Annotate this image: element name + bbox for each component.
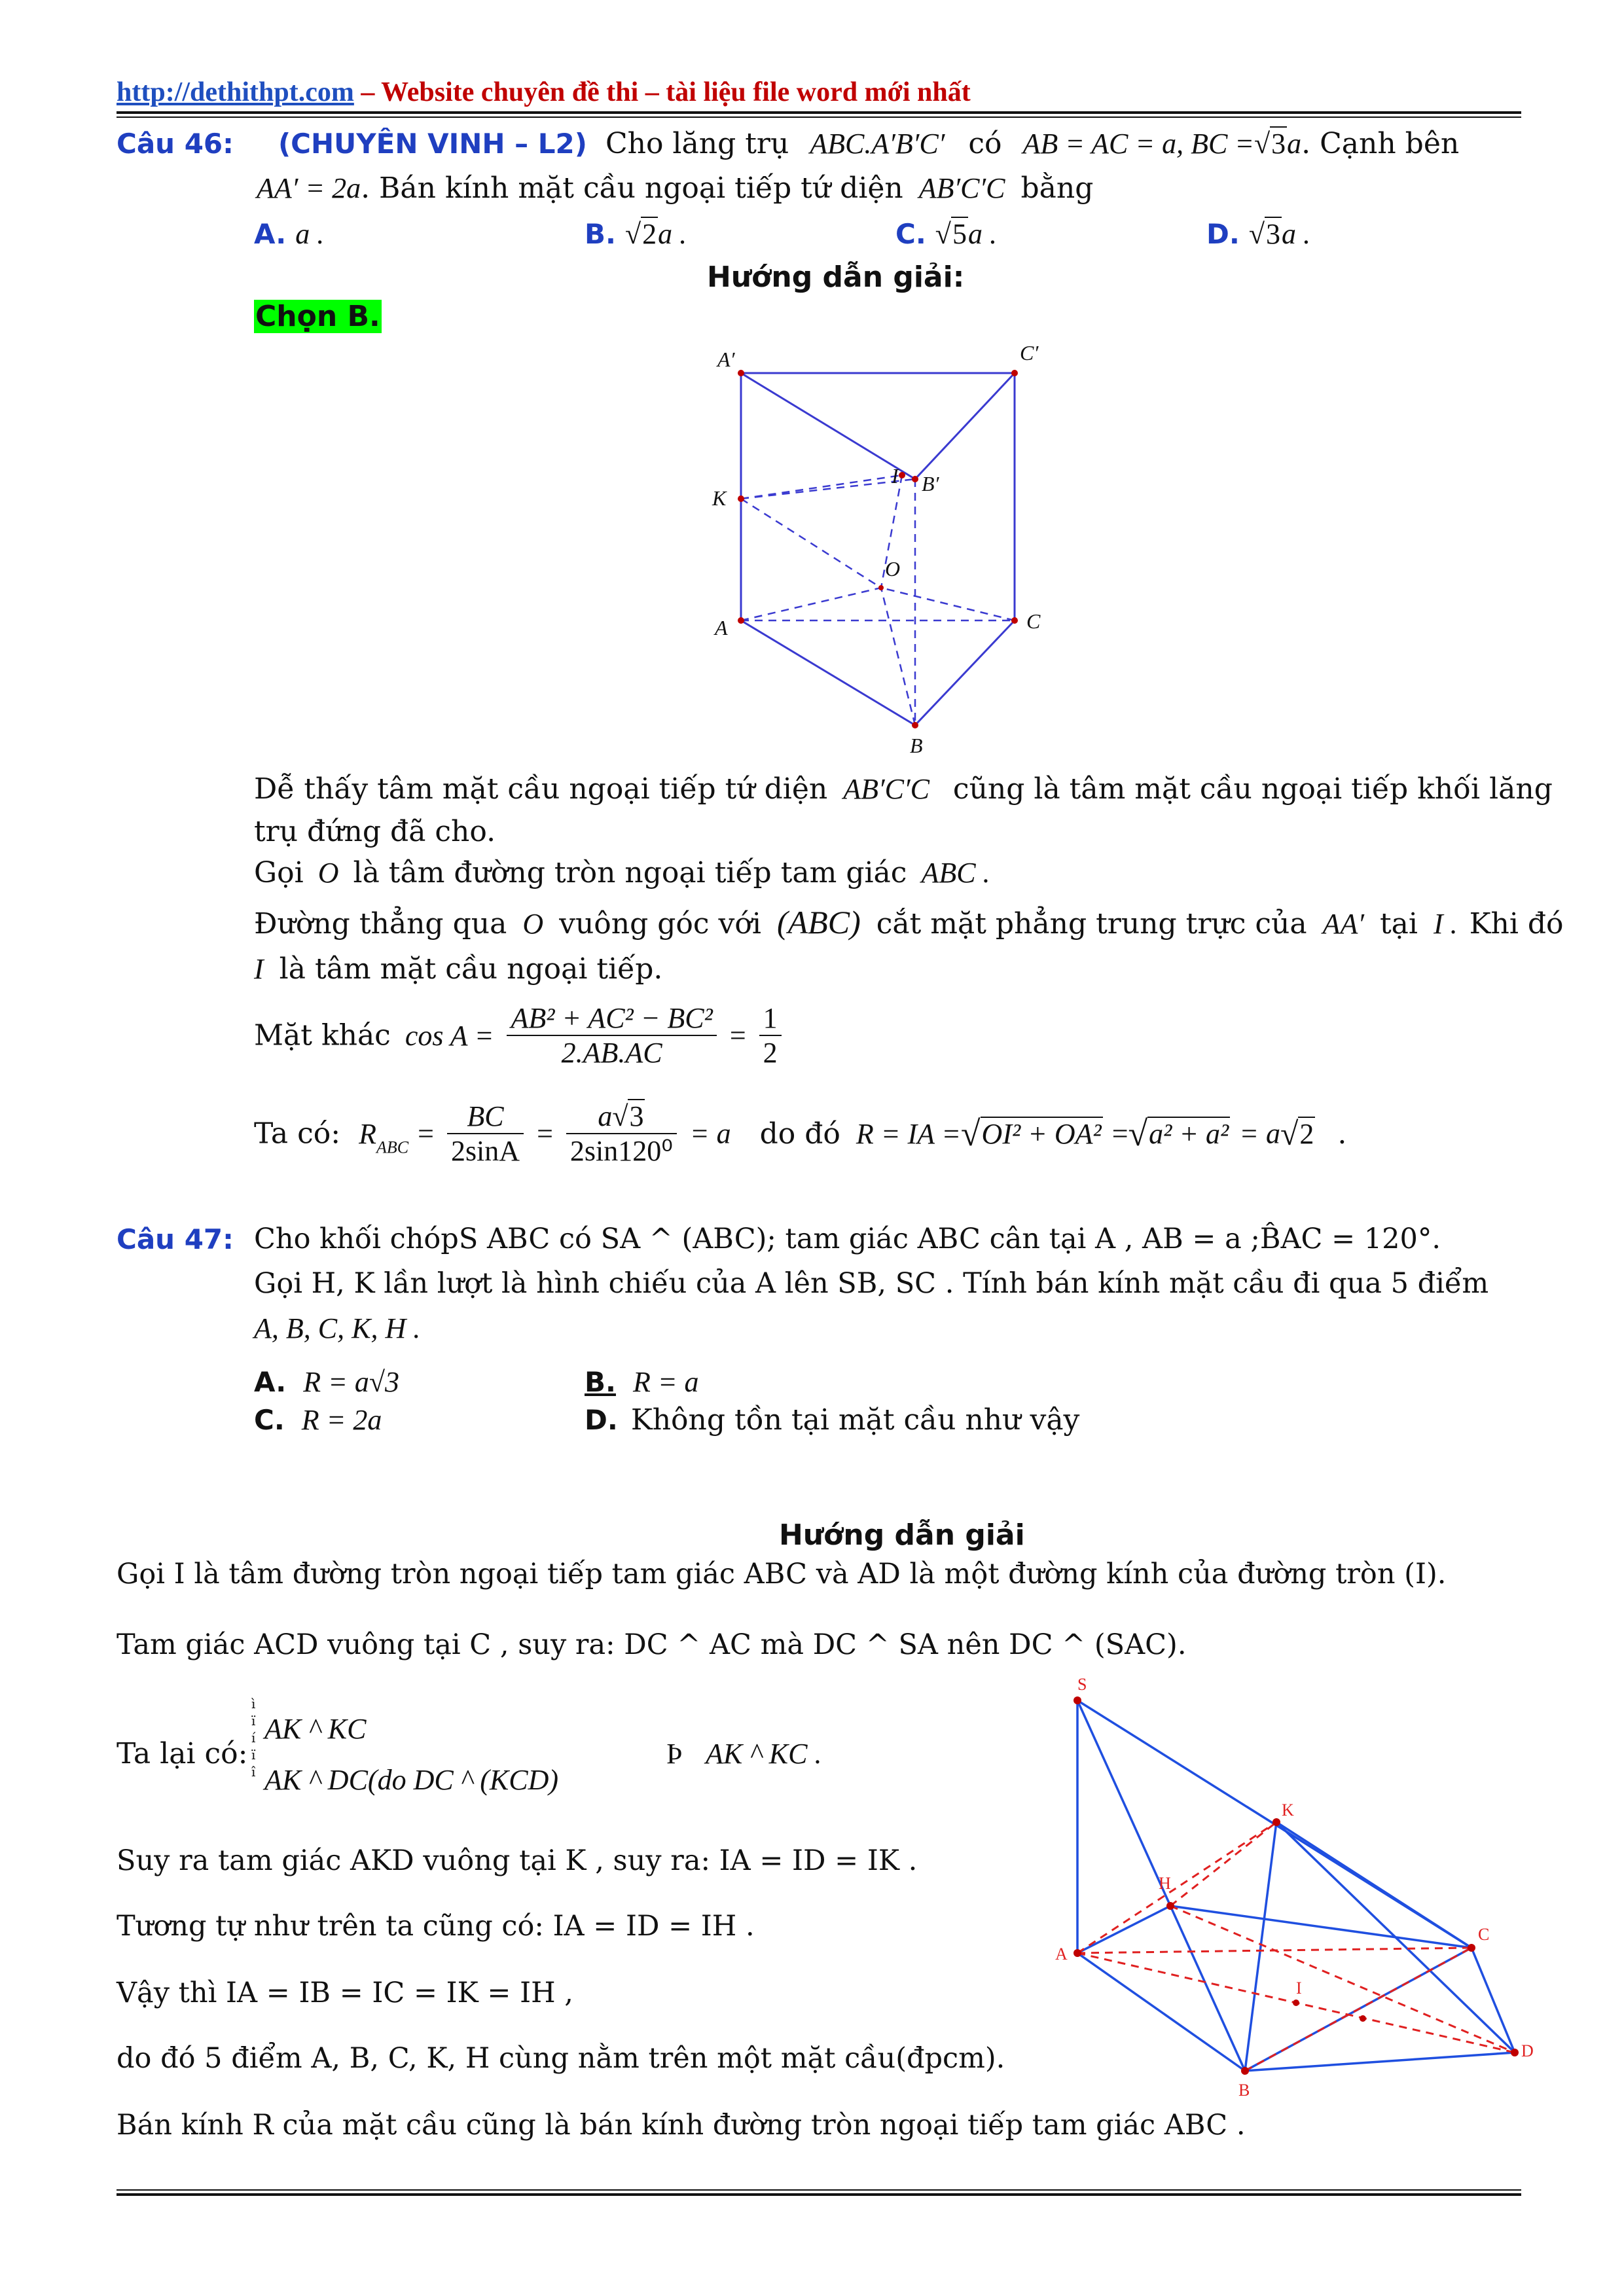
option-label: C. (895, 218, 926, 250)
q46-text: có (968, 127, 1002, 160)
option-label: D. (585, 1404, 618, 1436)
footer-rule-thick (117, 2193, 1521, 2196)
q47-option-d[interactable] (585, 1403, 1079, 1437)
label-k: K (712, 486, 727, 510)
q46-guide-title: Hướng dẫn giải: (707, 260, 965, 294)
fraction (507, 1001, 716, 1069)
line-b-o (881, 588, 915, 725)
q46-text: bằng (1020, 171, 1094, 205)
label-h: H (1159, 1874, 1171, 1893)
math: ABC . (921, 857, 990, 889)
radicand: 2 (1299, 1117, 1314, 1150)
numerator: a (598, 1100, 613, 1132)
edge-c-b (915, 620, 1015, 725)
q47-sol-5: Tương tự như trên ta cũng có: IA = ID = IH . (117, 1910, 755, 1943)
text: cũng là tâm mặt cầu ngoại tiếp khối lăng (952, 772, 1553, 806)
point-m (1360, 2015, 1366, 2022)
label-i: I (1296, 1979, 1302, 1998)
q46-prism-figure (694, 334, 1087, 766)
header-link[interactable]: http://dethithpt.com (117, 77, 354, 107)
radicand: 3 (629, 1100, 644, 1132)
math: AK ^ DC(do DC ^ (KCD) (264, 1764, 559, 1796)
footer-rule-thin (117, 2189, 1521, 2191)
q47-sol-7: do đó 5 điểm A, B, C, K, H cùng nằm trên một mặt cầu(đpcm). (117, 2042, 1005, 2075)
option-value: R = 2a (301, 1404, 382, 1436)
math: Þ (666, 1738, 683, 1770)
math: = (729, 1019, 746, 1052)
label-c1: C′ (1020, 341, 1039, 365)
q46-option-b[interactable]: B. √2a . (585, 218, 687, 250)
text: Ta lại có: (117, 1737, 248, 1770)
point-b1 (912, 476, 918, 482)
q46-condition: a (1287, 128, 1302, 160)
math: AK ^ KC . (706, 1738, 822, 1770)
dash-h-k (1170, 1822, 1276, 1906)
header-tagline: – Website chuyên đề thi – tài liệu file word mới nhất (353, 77, 971, 107)
label-b: B (1238, 2081, 1250, 2100)
q47-sol-8: Bán kính R của mặt cầu cũng là bán kính đường tròn ngoại tiếp tam giác ABC . (117, 2109, 1246, 2142)
q46-text: Cho lăng trụ (605, 127, 789, 160)
math: AB′C′C (843, 773, 929, 805)
point-h (1166, 1902, 1174, 1910)
text: Khi đó (1469, 907, 1564, 941)
q46-option-c[interactable]: C. √5a . (895, 218, 997, 250)
text: Mặt khác (254, 1018, 391, 1052)
denominator: 2 (763, 1037, 778, 1069)
text: Dễ thấy tâm mặt cầu ngoại tiếp tứ diện (254, 772, 828, 806)
line-c-o (881, 588, 1015, 620)
option-label: B. (585, 1366, 616, 1398)
q47-sol-4: Suy ra tam giác AKD vuông tại K , suy ra: IA = ID = IK . (117, 1844, 918, 1877)
text: do đó (759, 1117, 840, 1151)
q47-option-c[interactable] (254, 1403, 382, 1437)
q46-condition: AB = AC = a, BC = (1022, 128, 1254, 160)
math: (ABC) (776, 904, 861, 941)
option-value: Không tồn tại mặt cầu như vậy (630, 1403, 1080, 1437)
radicand: a² + a² (1149, 1117, 1229, 1150)
denominator: 2.AB.AC (561, 1037, 662, 1069)
q47-number (117, 1223, 234, 1256)
point-c (1011, 617, 1018, 624)
text: là tâm đường tròn ngoại tiếp tam giác (353, 856, 907, 889)
option-value: a . (1281, 218, 1310, 250)
point-c (1468, 1944, 1475, 1952)
option-radicand: 5 (952, 218, 967, 250)
q46-sol-line5 (254, 952, 662, 986)
line-a-o (741, 588, 881, 620)
label-b1: B′ (922, 472, 939, 495)
q46-source: (CHUYÊN VINH – L2) (278, 128, 587, 160)
q46-option-d[interactable]: D. √3a . (1206, 218, 1310, 250)
edge-h-c (1170, 1906, 1471, 1948)
line-k-i (741, 475, 902, 499)
q47-sol-6: Vậy thì IA = IB = IC = IK = IH , (117, 1977, 573, 2009)
option-value: a . (658, 218, 687, 250)
math: = a (689, 1117, 731, 1150)
point-i (1293, 2000, 1299, 2006)
numerator: BC (447, 1100, 524, 1134)
text: Đường thẳng qua (254, 907, 507, 941)
option-radicand: 2 (642, 218, 657, 250)
line-k-o (741, 499, 881, 588)
point-d (1511, 2049, 1519, 2056)
fraction: $\frac{a√3}{\text{2sin120⁰}}$ (566, 1100, 677, 1168)
q47-sol-2: Tam giác ACD vuông tại C , suy ra: DC ^ AC mà DC ^ SA nên DC ^ (SAC). (117, 1628, 1187, 1661)
text: cắt mặt phẳng trung trực của (876, 907, 1307, 941)
q47-pyramid-figure (1041, 1662, 1551, 2134)
option-label: D. (1206, 218, 1240, 250)
fraction (759, 1001, 782, 1069)
point-a1 (738, 370, 744, 376)
q47-option-a[interactable] (254, 1365, 399, 1399)
dash-h-d (1170, 1906, 1515, 2053)
text: vuông góc với (559, 907, 761, 941)
label-a1: A′ (717, 348, 735, 371)
option-label: A. (254, 218, 287, 250)
q47-sol-1: Gọi I là tâm đường tròn ngoại tiếp tam giác ABC và AD là một đường kính của đường tròn (I). (117, 1558, 1447, 1590)
q46-line2 (257, 171, 1093, 205)
q46-edge: AA′ = 2a (257, 172, 361, 204)
q46-text: . Cạnh bên (1301, 127, 1460, 160)
text: Ta có: (254, 1117, 341, 1151)
q46-condition-radicand: 3 (1271, 128, 1286, 160)
fraction (447, 1100, 524, 1168)
math: I . (1433, 908, 1458, 940)
label-o: O (885, 557, 901, 581)
q46-sol-line1 (254, 772, 1553, 806)
math: AA′ (1322, 908, 1364, 940)
math: R (359, 1117, 376, 1150)
math: O (317, 857, 339, 889)
edge-k-c (1276, 1822, 1471, 1948)
q46-sol-line4 (254, 903, 1564, 941)
header-rule-thin (117, 117, 1521, 118)
label-c: C (1478, 1925, 1490, 1944)
option-label: C. (254, 1404, 285, 1436)
text: tại (1379, 907, 1418, 941)
point-b (1241, 2067, 1249, 2075)
q46-tetra: AB′C′C (918, 172, 1005, 204)
q46-line1: Câu 46: (CHUYÊN VINH – L2) Cho lăng trụ ABC.A′B′C′ có AB = AC = a, BC =√3a. Cạnh bên (117, 127, 1460, 160)
q46-option-a[interactable] (254, 217, 324, 251)
dash-a-k (1077, 1822, 1276, 1953)
edge-a-b (1077, 1953, 1245, 2071)
edge-b-d (1245, 2053, 1515, 2071)
label-c: C (1026, 609, 1041, 633)
point-a (1074, 1949, 1081, 1957)
radicand: OI² + OA² (981, 1117, 1102, 1150)
numerator: AB² + AC² − BC² (507, 1001, 716, 1036)
point-o (878, 585, 884, 590)
option-value: a . (967, 218, 997, 250)
option-label: A. (254, 1366, 287, 1398)
option-value: R = a (632, 1366, 699, 1398)
edge-a-b (741, 620, 915, 725)
header-rule-thick (117, 111, 1521, 114)
q47-option-b[interactable] (585, 1365, 699, 1399)
q46-sol-line3 (254, 856, 990, 889)
label-b: B (910, 734, 923, 757)
q47-line3: A, B, C, K, H . (254, 1312, 421, 1344)
text: là tâm mặt cầu ngoại tiếp. (279, 952, 663, 986)
math: = a (1239, 1117, 1280, 1150)
math: = (537, 1117, 553, 1150)
q46-cos-formula (254, 1001, 785, 1069)
edge-c1-b1 (915, 373, 1015, 479)
text: Gọi (254, 856, 304, 889)
q46-answer: Chọn B. (255, 300, 380, 333)
option-value: R = a√3 (303, 1366, 399, 1398)
brace: ì ï í ï î (251, 1696, 256, 1780)
text: . (1337, 1117, 1347, 1151)
option-label: B. (585, 218, 616, 250)
label-k: K (1282, 1801, 1294, 1820)
point-k (1272, 1818, 1280, 1826)
numerator: 1 (759, 1001, 782, 1036)
point-i (899, 472, 905, 478)
label-d: D (1521, 2041, 1534, 2060)
point-s (1074, 1696, 1081, 1704)
point-a (738, 617, 744, 624)
denominator: 2sin120⁰ (569, 1135, 673, 1167)
q46-sol-line2: trụ đứng đã cho. (254, 815, 496, 848)
math: O (522, 908, 544, 940)
denominator: 2sinA (450, 1135, 520, 1167)
label-a: A (1055, 1945, 1068, 1964)
option-value: a . (295, 218, 325, 250)
point-k (738, 495, 744, 502)
label-a: A (715, 616, 728, 639)
q46-text: . Bán kính mặt cầu ngoại tiếp tứ diện (361, 171, 903, 205)
q47-line2: Gọi H, K lần lượt là hình chiếu của A lên SB, SC . Tính bán kính mặt cầu đi qua 5 điểm (254, 1267, 1489, 1300)
q47-guide-title: Hướng dẫn giải (779, 1518, 1025, 1552)
point-b (912, 722, 918, 728)
edge-a-h (1077, 1906, 1170, 1953)
question-number: Câu 47: (117, 1223, 234, 1255)
edge-k-b (1245, 1822, 1276, 2071)
q46-prism: ABC.A′B′C′ (810, 128, 945, 160)
label-i: I (892, 464, 899, 488)
math: = (1111, 1117, 1128, 1150)
math: R = IA = (856, 1117, 961, 1150)
math: cos A = (405, 1019, 494, 1052)
line-k-b1 (741, 479, 915, 499)
math: AK ^ KC (264, 1713, 367, 1745)
option-radicand: 3 (1265, 218, 1280, 250)
q47-line1: Cho khối chópS ABC có SA ^ (ABC); tam giác ABC cân tại A , AB = a ;B̂AC = 120°. (254, 1223, 1441, 1255)
q46-radius-formula: Ta có: $R_{ABC}$ = $\frac{BC}{2\sin A}$ = $\frac{a√3}{\text{2sin120⁰}}$ = a do đó R = IA =√OI² + OA² =√a² + a² = a√2 . (254, 1100, 1347, 1167)
point-c1 (1011, 370, 1018, 376)
page-header (117, 75, 971, 108)
q46-number: Câu 46: (117, 128, 234, 160)
math: = (418, 1117, 434, 1150)
label-s: S (1077, 1675, 1087, 1694)
math: I (254, 953, 264, 985)
edge-a1-b1 (741, 373, 915, 479)
math: ABC (376, 1138, 409, 1157)
